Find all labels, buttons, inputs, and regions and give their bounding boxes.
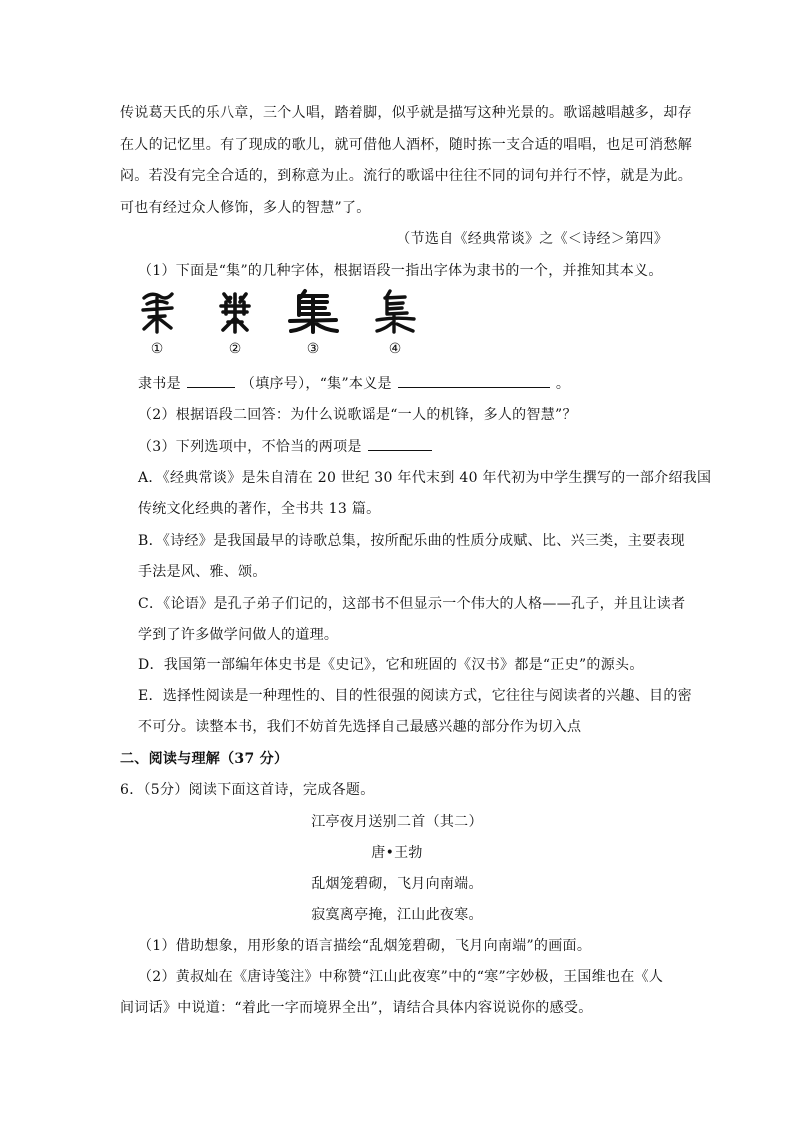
answer-blank-number[interactable] xyxy=(187,373,235,388)
question-3-line xyxy=(138,436,438,457)
question-6-sub2: （2）黄叔灿在《唐诗笺注》中称赞“江山此夜寒”中的“寒”字妙极，王国维也在《人 xyxy=(138,969,664,985)
question-2-prompt: （2）根据语段二回答：为什么说歌谣是“一人的机锋，多人的智慧”？ xyxy=(138,407,577,423)
poem-title: 江亭夜月送别二首（其二） xyxy=(311,814,483,830)
option-b-line: 手法是风、雅、颂。 xyxy=(138,564,267,580)
answer-mid: （填序号），“集”本义是 xyxy=(240,376,392,392)
question-3-blank[interactable] xyxy=(368,436,432,451)
paragraph-line: 闷。若没有完全合适的，到称意为止。流行的歌谣中往往不同的词句并行不悖，就是为此。 xyxy=(120,168,692,184)
glyph-label-4: ④ xyxy=(388,341,402,357)
option-c-line: 学到了许多做学问做人的道理。 xyxy=(138,627,339,643)
source-citation: （节选自《经典常谈》之《＜诗经＞第四》 xyxy=(396,231,668,247)
option-a-line: 传统文化经典的著作，全书共 13 篇。 xyxy=(138,501,381,517)
paragraph-line: 可也有经过众人修饰，多人的智慧”了。 xyxy=(120,200,371,216)
poem-line: 寂寞离亭掩，江山此夜寒。 xyxy=(311,907,483,923)
question-6-sub1: （1）借助想象，用形象的语言描绘“乱烟笼碧砌，飞月向南端”的画面。 xyxy=(138,938,592,954)
option-c-line: C．《论语》是孔子弟子们记的，这部书不但显示一个伟大的人格——孔子，并且让读者 xyxy=(138,596,686,612)
glyph-label-3: ③ xyxy=(306,341,320,357)
paragraph-line: 传说葛天氏的乐八章，三个人唱，踏着脚，似乎就是描写这种光景的。歌谣越唱越多，却存 xyxy=(120,105,692,121)
option-e-line: E．选择性阅读是一种理性的、目的性很强的阅读方式，它往往与阅读者的兴趣、目的密 xyxy=(138,688,692,704)
question-1-answer-line xyxy=(138,373,570,394)
question-6-sub2: 间词话》中说道：“着此一字而境界全出”，请结合具体内容说说你的感受。 xyxy=(120,1000,593,1016)
answer-end: 。 xyxy=(555,376,571,392)
question-3-prompt: （3）下列选项中，不恰当的两项是 xyxy=(138,439,362,455)
poem-line: 乱烟笼碧砌，飞月向南端。 xyxy=(311,876,483,892)
option-a-line: A．《经典常谈》是朱自清在 20 世纪 30 年代末到 40 年代初为中学生撰写的一部介绍我国 xyxy=(138,470,712,486)
glyph-label-2: ② xyxy=(228,341,242,357)
glyph-label-1: ① xyxy=(150,341,164,357)
ji-character-forms xyxy=(120,288,450,360)
paragraph-line: 在人的记忆里。有了现成的歌儿，就可借他人酒杯，随时拣一支合适的唱唱，也足可消愁解 xyxy=(120,137,692,153)
question-1-prompt: （1）下面是“集”的几种字体，根据语段一指出字体为隶书的一个，并推知其本义。 xyxy=(138,263,663,279)
answer-blank-meaning[interactable] xyxy=(398,373,550,388)
question-6-head: 6．（5分）阅读下面这首诗，完成各题。 xyxy=(120,782,375,798)
option-e-line: 不可分。读整本书，我们不妨首先选择自己最感兴趣的部分作为切入点 xyxy=(138,719,582,735)
section-heading: 二、阅读与理解（37 分） xyxy=(120,751,289,767)
option-d-line: D．我国第一部编年体史书是《史记》，它和班固的《汉书》都是“正史”的源头。 xyxy=(138,657,644,673)
option-b-line: B．《诗经》是我国最早的诗歌总集，按所配乐曲的性质分成赋、比、兴三类，主要表现 xyxy=(138,533,685,549)
poem-author: 唐•王勃 xyxy=(371,845,423,861)
answer-prefix: 隶书是 xyxy=(138,376,181,392)
